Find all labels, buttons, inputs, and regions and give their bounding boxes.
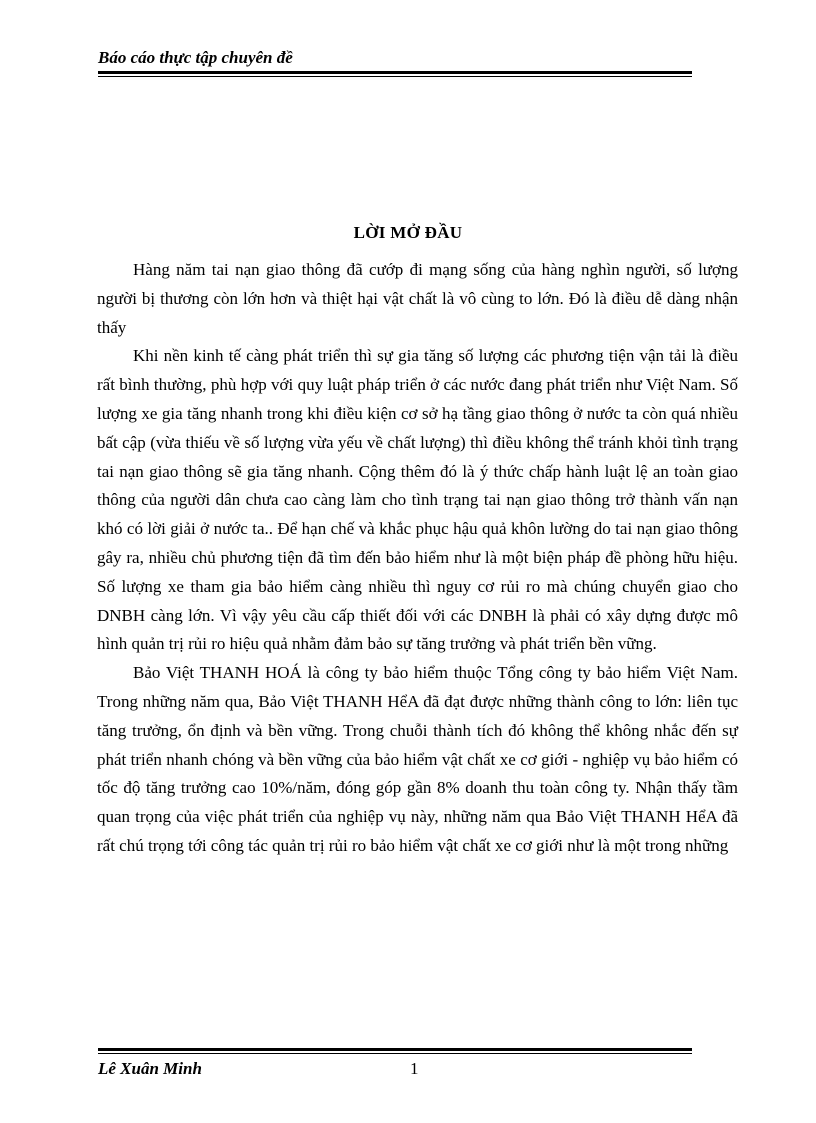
- paragraph-1: Hàng năm tai nạn giao thông đã cướp đi mạng sống của hàng nghìn người, số lượng người bị thương còn lớn hơn và thiệt hại vật chất là vô cùng to lớn. Đó là điều dễ dàng nhận thấy: [97, 260, 738, 337]
- footer-rule-thin: [98, 1053, 692, 1054]
- section-heading: LỜI MỞ ĐẦU: [353, 223, 463, 242]
- footer-rule-thick: [98, 1048, 692, 1051]
- body-text: [97, 256, 738, 861]
- paragraph-3: Bảo Việt THANH HOÁ là công ty bảo hiểm thuộc Tổng công ty bảo hiểm Việt Nam. Trong những năm qua, Bảo Việt THANH HểA đã đạt được những thành công to lớn: liên tục tăng trưởng, ổn định và bền vững. Trong chuỗi thành tích đó không thể không nhắc đến sự phát triển nhanh chóng và bền vững của bảo hiểm vật chất xe cơ giới - nghiệp vụ bảo hiểm có tốc độ tăng trưởng cao 10%/năm, đóng góp gần 8% doanh thu toàn công ty. Nhận thấy tầm quan trọng của việc phát triển của nghiệp vụ này, những năm qua Bảo Việt THANH HểA đã rất chú trọng tới công tác quản trị rủi ro bảo hiểm vật chất xe cơ giới như là một trong những: [97, 663, 738, 855]
- footer-row: [98, 1056, 692, 1082]
- page-header: [98, 46, 692, 77]
- header-title: Báo cáo thực tập chuyên đề: [98, 48, 293, 67]
- paragraph-2: Khi nền kinh tế càng phát triển thì sự gia tăng số lượng các phương tiện vận tải là điều rất bình thường, phù hợp với quy luật pháp triển ở các nước đang phát triển như Việt Nam. Số lượng xe gia tăng nhanh trong khi điều kiện cơ sở hạ tầng giao thông ở nước ta còn quá nhiều bất cập (vừa thiếu về số lượng vừa yếu về chất lượng) thì điều không thể tránh khỏi tình trạng tai nạn giao thông sẽ gia tăng nhanh. Cộng thêm đó là ý thức chấp hành luật lệ an toàn giao thông của người dân chưa cao càng làm cho tình trạng tai nạn giao thông trở thành vấn nạn khó có lời giải ở nước ta.. Để hạn chế và khắc phục hậu quả khôn lường do tai nạn giao thông gây ra, nhiều chủ phương tiện đã tìm đến bảo hiểm như là một biện pháp đề phòng hữu hiệu. Số lượng xe tham gia bảo hiểm càng nhiều thì nguy cơ rủi ro mà chúng chuyển giao cho DNBH càng lớn. Vì vậy yêu cầu cấp thiết đối với các DNBH là phải có xây dựng được mô hình quản trị rủi ro hiệu quả nhằm đảm bảo sự tăng trưởng và phát triển bền vững.: [97, 346, 738, 654]
- header-rule-thin: [98, 76, 692, 77]
- header-rule-thick: [98, 71, 692, 74]
- page-footer: [98, 1047, 692, 1082]
- page-number: 1: [410, 1059, 419, 1078]
- footer-author: Lê Xuân Minh: [98, 1059, 202, 1078]
